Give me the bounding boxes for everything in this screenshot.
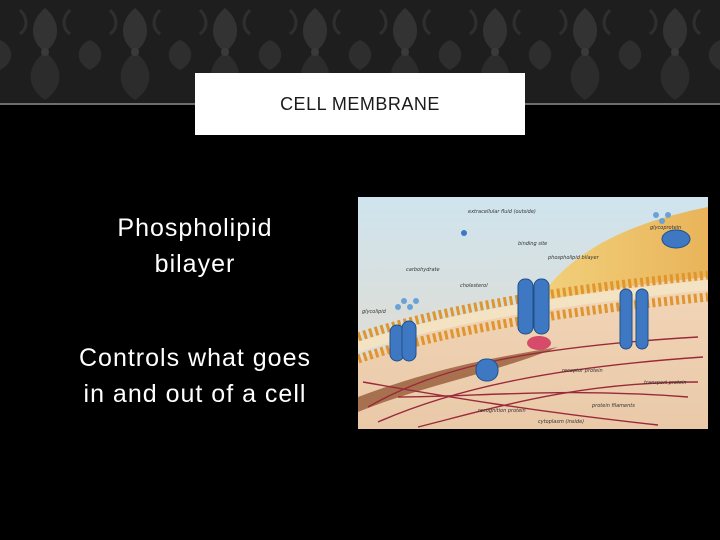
label-glycolipid: glycolipid	[362, 309, 386, 315]
text-controls-what-goes: Controls what goes in and out of a cell	[78, 344, 311, 408]
title-box	[195, 73, 525, 135]
label-cytoplasm: cytoplasm (inside)	[538, 419, 585, 425]
label-transport-protein: transport protein	[644, 380, 687, 386]
label-recognition-protein: recognition protein	[478, 408, 526, 414]
label-receptor-protein: receptor protein	[562, 368, 603, 374]
text-phospholipid-bilayer: Phospholipid bilayer	[117, 214, 273, 278]
binding-site	[527, 336, 551, 350]
label-phospholipid-bilayer: phospholipid bilayer	[548, 255, 599, 261]
label-extracellular: extracellular fluid (outside)	[468, 209, 536, 215]
membrane-diagram	[358, 197, 708, 429]
label-cholesterol: cholesterol	[460, 283, 488, 289]
label-protein-filaments: protein filaments	[592, 403, 635, 409]
cell-membrane-illustration	[358, 197, 708, 429]
label-glycoprotein: glycoprotein	[650, 225, 682, 231]
label-binding-site: binding site	[518, 241, 548, 247]
label-carbohydrate: carbohydrate	[406, 267, 440, 273]
slide-title: CELL MEMBRANE	[280, 93, 440, 114]
